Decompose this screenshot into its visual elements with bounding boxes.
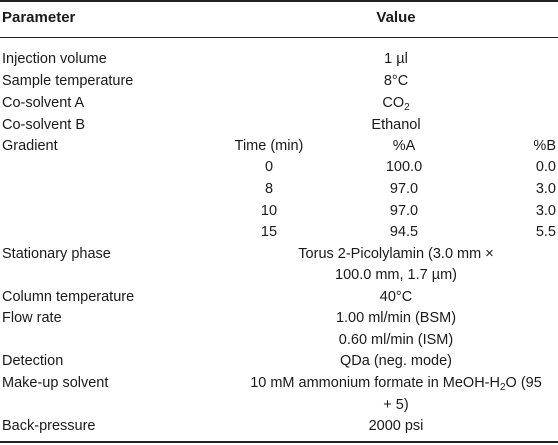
makeup-solvent-text-end: O (95 <box>505 375 542 391</box>
gradient-cell: 10 <box>260 203 278 219</box>
gradient-col-a: %A <box>392 138 416 154</box>
row-label-injection-volume: Injection volume <box>2 51 107 67</box>
gradient-cell: 8 <box>264 181 274 197</box>
makeup-solvent-subscript: 2 <box>499 382 506 393</box>
gradient-cell: 15 <box>260 224 278 240</box>
row-value-stationary-phase-line2: 100.0 mm, 1.7 µm) <box>335 267 457 283</box>
gradient-cell: 97.0 <box>389 181 419 197</box>
gradient-cell: 0 <box>264 159 274 175</box>
row-label-cosolvent-b: Co-solvent B <box>2 117 86 133</box>
row-value-makeup-solvent-line2: + 5) <box>383 397 409 413</box>
row-label-flow-rate: Flow rate <box>2 310 62 326</box>
gradient-col-time: Time (min) <box>234 138 304 154</box>
row-label-gradient: Gradient <box>2 138 58 154</box>
row-label-makeup-solvent: Make-up solvent <box>2 375 109 391</box>
row-label-stationary-phase: Stationary phase <box>2 246 111 262</box>
row-label-detection: Detection <box>2 353 64 369</box>
bottom-rule <box>0 441 558 443</box>
header-parameter: Parameter <box>2 9 76 26</box>
cosolvent-a-subscript: 2 <box>404 102 410 113</box>
row-value-injection-volume: 1 µl <box>384 51 408 67</box>
row-value-cosolvent-b: Ethanol <box>371 117 421 133</box>
header-rule <box>0 37 558 38</box>
row-value-detection: QDa (neg. mode) <box>339 353 453 369</box>
row-label-cosolvent-a: Co-solvent A <box>2 95 85 111</box>
row-label-column-temperature: Column temperature <box>2 289 135 305</box>
cosolvent-a-formula: CO <box>382 95 405 111</box>
gradient-cell: 3.0 <box>535 203 556 219</box>
row-value-flow-rate-line1: 1.00 ml/min (BSM) <box>335 310 457 326</box>
gradient-cell: 97.0 <box>389 203 419 219</box>
gradient-cell: 100.0 <box>385 159 423 175</box>
top-rule <box>0 0 558 2</box>
gradient-cell: 5.5 <box>535 224 556 240</box>
header-value: Value <box>376 9 416 26</box>
gradient-col-b: %B <box>533 138 556 154</box>
row-value-makeup-solvent-line1 <box>250 374 542 392</box>
row-value-back-pressure: 2000 psi <box>368 418 424 434</box>
row-label-back-pressure: Back-pressure <box>2 418 96 434</box>
row-label-sample-temperature: Sample temperature <box>2 73 134 89</box>
row-value-cosolvent-a <box>382 94 409 112</box>
row-value-sample-temperature: 8°C <box>383 73 409 89</box>
gradient-cell: 3.0 <box>535 181 556 197</box>
row-value-column-temperature: 40°C <box>379 289 413 305</box>
gradient-cell: 94.5 <box>389 224 419 240</box>
gradient-cell: 0.0 <box>535 159 556 175</box>
makeup-solvent-text: 10 mM ammonium formate in MeOH-H <box>250 375 500 391</box>
row-value-flow-rate-line2: 0.60 ml/min (ISM) <box>338 332 454 348</box>
row-value-stationary-phase-line1: Torus 2-Picolylamin (3.0 mm × <box>298 246 494 262</box>
